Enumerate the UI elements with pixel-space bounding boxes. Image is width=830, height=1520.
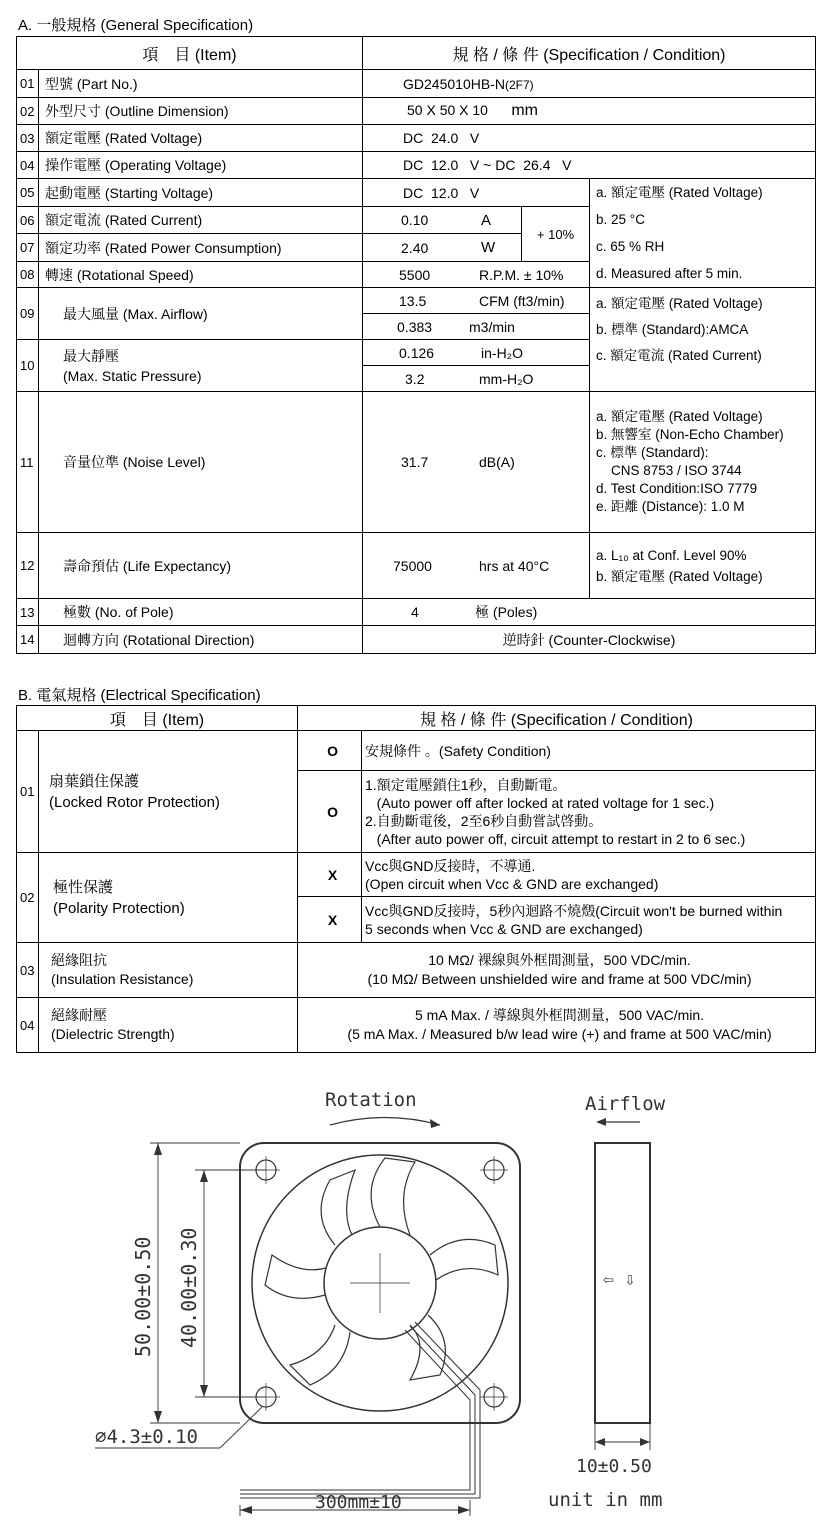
table-row <box>17 288 816 314</box>
condition-line: b. 標準 (Standard):AMCA <box>596 322 749 337</box>
condition-line: b. 25 °C <box>596 212 645 227</box>
row-number: 04 <box>17 998 39 1053</box>
rated-voltage-value: DC 24.0 V <box>363 125 816 152</box>
condition-line: CNS 8753 / ISO 3744 <box>596 463 742 478</box>
table-row <box>17 943 816 998</box>
airflow-arrows-icon: ⇦ ⇩ <box>603 1269 636 1290</box>
row-number: 09 <box>17 288 39 340</box>
insulation-text: 10 MΩ/ 裸線與外框間測量，500 VDC/min. (10 MΩ/ Between unshielded wire and frame at 500 VDC/min) <box>298 943 816 998</box>
rated-power-value: 2.40 W <box>363 234 522 262</box>
row-number: 11 <box>17 392 39 533</box>
outer-dimension-label: 50.00±0.50 <box>131 1236 155 1357</box>
safety-mark: O <box>298 771 362 853</box>
rated-current-value: 0.10 A <box>363 207 522 234</box>
airflow-m3: 0.383 m3/min <box>363 314 590 340</box>
section-a-title: A. 一般規格 (General Specification) <box>18 17 254 34</box>
noise-value: 31.7 dB(A) <box>363 392 590 533</box>
airflow-arrow-icon <box>596 1118 606 1126</box>
airflow-cfm: 13.5 CFM (ft3/min) <box>363 288 590 314</box>
fan-drawing <box>0 1070 830 1520</box>
item-label: 最大靜壓 (Max. Static Pressure) <box>39 340 363 392</box>
table-row <box>17 152 816 179</box>
condition-line: c. 標準 (Standard): <box>596 445 709 460</box>
condition-line: b. 無響室 (Non-Echo Chamber) <box>596 427 784 442</box>
row-number: 05 <box>17 179 39 207</box>
condition-line: c. 65 % RH <box>596 239 665 254</box>
row-number: 01 <box>17 70 39 98</box>
hole-dimension-label: 40.00±0.30 <box>177 1227 201 1348</box>
tolerance-value: + 10% <box>522 207 590 262</box>
table-row <box>17 626 816 654</box>
table-row <box>17 70 816 98</box>
safety-mark: X <box>298 853 362 897</box>
safety-mark: X <box>298 897 362 943</box>
rotation-label: Rotation <box>325 1089 417 1111</box>
item-label: 極數 (No. of Pole) <box>39 599 363 626</box>
row-number: 04 <box>17 152 39 179</box>
row-number: 02 <box>17 98 39 125</box>
operating-voltage-value: DC 12.0 V ~ DC 26.4 V <box>363 152 816 179</box>
condition-group-b <box>590 288 816 392</box>
row-number: 07 <box>17 234 39 262</box>
item-label: 音量位準 (Noise Level) <box>39 392 363 533</box>
part-number: GD245010HB-N(2F7) <box>363 70 816 98</box>
diameter-label: ⌀4.3±0.10 <box>95 1426 198 1448</box>
section-b-title: B. 電氣規格 (Electrical Specification) <box>18 687 261 704</box>
polarity-text: Vcc與GND反接時，5秒內迴路不燒燬(Circuit won't be burned within 5 seconds when Vcc & GND are exchanged) <box>362 897 816 943</box>
item-label: 起動電壓 (Starting Voltage) <box>39 179 363 207</box>
item-label: 絕緣阻抗 (Insulation Resistance) <box>39 943 298 998</box>
condition-line: d. Measured after 5 min. <box>596 266 743 281</box>
dielectric-text: 5 mA Max. / 導線與外框間測量，500 VAC/min. (5 mA Max. / Measured b/w lead wire (+) and frame at 500 VAC/min) <box>298 998 816 1053</box>
item-label: 轉速 (Rotational Speed) <box>39 262 363 288</box>
table-row <box>17 998 816 1053</box>
static-pressure-in: 0.126 in-H₂O <box>363 340 590 366</box>
polarity-text: Vcc與GND反接時，不導通. (Open circuit when Vcc & GND are exchanged) <box>362 853 816 897</box>
item-label: 額定電壓 (Rated Voltage) <box>39 125 363 152</box>
item-label: 極性保護 (Polarity Protection) <box>39 853 298 943</box>
pole-value: 4 極 (Poles) <box>363 599 816 626</box>
condition-line: c. 額定電流 (Rated Current) <box>596 348 762 363</box>
condition-line: b. 額定電壓 (Rated Voltage) <box>596 568 763 584</box>
table-row <box>17 731 816 771</box>
item-label: 扇葉鎖住保護 (Locked Rotor Protection) <box>39 731 298 853</box>
unit-note: unit in mm <box>548 1489 663 1511</box>
item-label: 壽命預估 (Life Expectancy) <box>39 533 363 599</box>
rotation-arc <box>330 1118 440 1126</box>
speed-value: 5500 R.P.M. ± 10% <box>363 262 590 288</box>
table-row <box>17 98 816 125</box>
item-label: 額定電流 (Rated Current) <box>39 207 363 234</box>
table-row <box>17 392 816 533</box>
safety-condition: 安規條件 。(Safety Condition) <box>362 731 816 771</box>
outline-dimension: 50 X 50 X 10 mm <box>363 98 816 125</box>
airflow-label: Airflow <box>585 1093 666 1115</box>
item-label: 型號 (Part No.) <box>39 70 363 98</box>
cable-length-label: 300mm±10 <box>315 1492 402 1513</box>
row-number: 02 <box>17 853 39 943</box>
condition-line: e. 距離 (Distance): 1.0 M <box>596 499 745 514</box>
spec-header: 規 格 / 條 件 (Specification / Condition) <box>363 37 816 70</box>
table-row <box>17 853 816 897</box>
condition-group-a <box>590 179 816 288</box>
item-label: 最大風量 (Max. Airflow) <box>39 288 363 340</box>
row-number: 13 <box>17 599 39 626</box>
row-number: 10 <box>17 340 39 392</box>
condition-group-c <box>590 392 816 533</box>
spec-header: 規 格 / 條 件 (Specification / Condition) <box>298 706 816 731</box>
life-value: 75000 hrs at 40°C <box>363 533 590 599</box>
condition-line: a. 額定電壓 (Rated Voltage) <box>596 185 763 200</box>
table-row <box>17 599 816 626</box>
item-label: 迴轉方向 (Rotational Direction) <box>39 626 363 654</box>
row-number: 01 <box>17 731 39 853</box>
item-header: 項 目 (Item) <box>17 37 363 70</box>
item-header: 項 目 (Item) <box>17 706 298 731</box>
electrical-spec-table <box>16 705 816 1053</box>
general-spec-table <box>16 36 816 654</box>
item-label: 額定功率 (Rated Power Consumption) <box>39 234 363 262</box>
condition-line: d. Test Condition:ISO 7779 <box>596 481 758 496</box>
fan-blades <box>265 1158 498 1385</box>
row-number: 03 <box>17 943 39 998</box>
rotation-arrow-icon <box>430 1119 440 1128</box>
condition-line: a. L₁₀ at Conf. Level 90% <box>596 547 747 563</box>
item-label: 絕緣耐壓 (Dielectric Strength) <box>39 998 298 1053</box>
condition-line: a. 額定電壓 (Rated Voltage) <box>596 296 763 311</box>
row-number: 08 <box>17 262 39 288</box>
table-row <box>17 533 816 599</box>
table-row <box>17 179 816 207</box>
row-number: 14 <box>17 626 39 654</box>
row-number: 03 <box>17 125 39 152</box>
condition-line: a. 額定電壓 (Rated Voltage) <box>596 409 763 424</box>
rotation-direction-value: 逆時針 (Counter-Clockwise) <box>363 626 816 654</box>
locked-rotor-text: 1.額定電壓鎖住1秒，自動斷電。 (Auto power off after locked at rated voltage for 1 sec.) 2.自動斷電後，2至6秒自動嘗試啓動。 (After auto power off, circuit attempt to restart in 2 to 6 sec.) <box>362 771 816 853</box>
starting-voltage-value: DC 12.0 V <box>363 179 590 207</box>
thickness-label: 10±0.50 <box>576 1456 652 1477</box>
safety-mark: O <box>298 731 362 771</box>
row-number: 06 <box>17 207 39 234</box>
row-number: 12 <box>17 533 39 599</box>
item-label: 外型尺寸 (Outline Dimension) <box>39 98 363 125</box>
condition-group-d <box>590 533 816 599</box>
static-pressure-mm: 3.2 mm-H₂O <box>363 366 590 392</box>
item-label: 操作電壓 (Operating Voltage) <box>39 152 363 179</box>
table-row <box>17 125 816 152</box>
